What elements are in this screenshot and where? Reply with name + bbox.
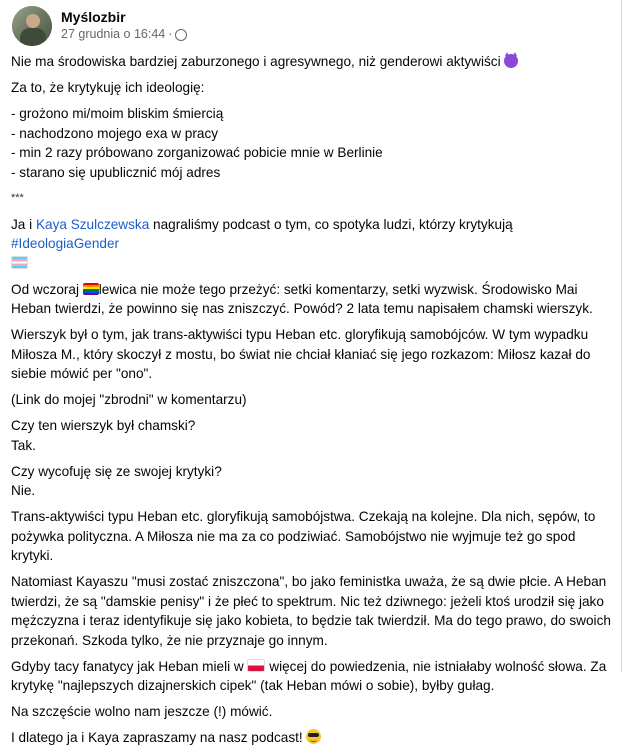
paragraph: Na szczęście wolno nam jeszcze (!) mówić. — [11, 704, 273, 719]
sunglasses-emoji-icon — [306, 729, 321, 744]
avatar[interactable] — [12, 6, 52, 46]
list-item: - starano się upublicznić mój adres — [11, 164, 221, 180]
list-item: - nachodzono mojego exa w pracy — [11, 125, 219, 141]
separator-dot: · — [168, 27, 173, 41]
post-header — [12, 6, 187, 46]
paragraph: Za to, że krytykuję ich ideologię: — [11, 80, 205, 95]
devil-emoji-icon — [504, 54, 518, 68]
paragraph: I dlatego ja i Kaya zapraszamy na nasz podcast! — [11, 728, 611, 748]
paragraph: Od wczoraj lewica nie może tego przeżyć: setki komentarzy, setki wyzwisk. Środowisko Mai Heban twierdzi, że powinno się nas zniszczyć. Powód? 2 lata temu napisałem chamski wierszyk. — [11, 281, 593, 316]
paragraph: (Link do mojej "zbrodni" w komentarzu) — [11, 392, 247, 407]
globe-icon — [175, 29, 187, 41]
post-meta — [61, 9, 187, 43]
paragraph: Nie ma środowiska bardziej zaburzonego i agresywnego, niż genderowi aktywiści — [11, 52, 611, 72]
post-timestamp[interactable]: 27 grudnia o 16:44 — [61, 27, 166, 41]
paragraph: Czy ten wierszyk był chamski? Tak. — [11, 418, 196, 453]
list-item: - min 2 razy próbowano zorganizować pobicie mnie w Berlinie — [11, 145, 383, 160]
transgender-flag-emoji-icon — [11, 256, 28, 269]
list — [11, 104, 611, 182]
poland-flag-emoji-icon — [247, 659, 265, 672]
paragraph: Ja i Kaya Szulczewska nagraliśmy podcast o tym, co spotyka ludzi, którzy krytykują #IdeologiaGender — [11, 215, 611, 274]
paragraph: Natomiast Kayaszu "musi zostać zniszczona", bo jako feministka uważa, że są dwie płcie. A Heban twierdzi, że są "damskie penisy" i że płeć to spektrum. Nic też dziwnego: jeżeli ktoś urodził się jako mężczyzna i teraz identyfikuje się jako kobieta, to będzie tak twierdził. Ma do tego prawo, do swoich przekonań. Szkoda tylko, że nie przyznaje go innym. — [11, 574, 611, 648]
author-name[interactable]: Myślozbir — [61, 9, 126, 25]
paragraph: Czy wycofuję się ze swojej krytyki? Nie. — [11, 463, 222, 498]
paragraph: Trans-aktywiści typu Heban etc. gloryfikują samobójstwa. Czekają na kolejne. Dla nich, sępów, to pożywka polityczna. A Miłosza nie ma za co podziwiać. Samobójstwo nie wyjmuje też go spod krytyki. — [11, 509, 596, 563]
hashtag-ideologia-gender[interactable]: #IdeologiaGender — [11, 236, 120, 251]
rainbow-flag-emoji-icon — [83, 283, 99, 295]
tag-kaya-szulczewska[interactable]: Kaya Szulczewska — [35, 216, 150, 232]
post-body — [11, 52, 611, 754]
separator: *** — [11, 191, 24, 204]
paragraph: Gdyby tacy fanatycy jak Heban mieli w więcej do powiedzenia, nie istniałaby wolność słowa. Za krytykę "najlepszych dizajnerskich cipek" (tak Heban mówi o sobie), byłby gułag. — [11, 658, 607, 693]
paragraph: Wierszyk był o tym, jak trans-aktywiści typu Heban etc. gloryfikują samobójców. W tym wypadku Miłosza M., który skoczył z mostu, bo świat nie chciał kłaniać się jego rozkazom: Miłosz kazał do siebie mówić per "ono". — [11, 327, 591, 381]
list-item: - grożono mi/moim bliskim śmiercią — [11, 106, 224, 121]
post-time-row — [61, 26, 187, 43]
